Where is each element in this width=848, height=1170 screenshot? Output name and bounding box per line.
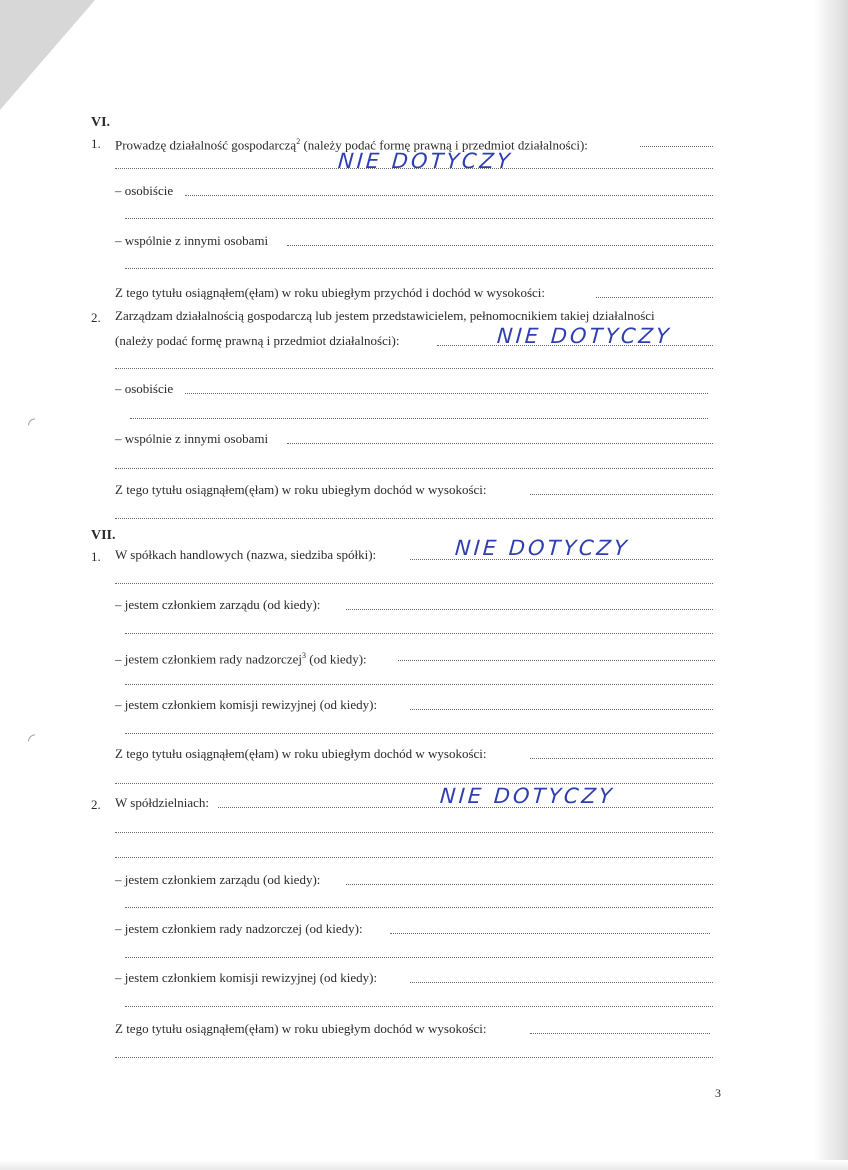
- answer-line[interactable]: [115, 518, 713, 519]
- handwritten-answer: NIE DOTYCZY: [439, 784, 616, 808]
- answer-line[interactable]: [125, 633, 713, 634]
- answer-line[interactable]: [115, 832, 713, 833]
- board-label: – jestem członkiem zarządu (od kiedy):: [115, 597, 321, 612]
- answer-line[interactable]: [410, 709, 713, 710]
- handwritten-answer: NIE DOTYCZY: [337, 149, 514, 173]
- personal-label: – osobiście: [115, 381, 174, 396]
- item-number: 2.: [91, 310, 101, 325]
- answer-line[interactable]: [115, 1057, 713, 1058]
- answer-line[interactable]: [125, 684, 713, 685]
- page-number: 3: [715, 1086, 721, 1100]
- section-vi-heading: VI.: [91, 115, 111, 130]
- answer-line[interactable]: [185, 195, 713, 196]
- answer-line[interactable]: [125, 1006, 713, 1007]
- handwritten-answer: NIE DOTYCZY: [496, 324, 673, 348]
- answer-line[interactable]: [390, 933, 710, 934]
- vi-item2-question-cont: (należy podać formę prawną i przedmiot działalności):: [115, 333, 400, 348]
- punch-hole-mark: ◜: [28, 730, 35, 750]
- section-vii-heading: VII.: [91, 528, 116, 543]
- answer-line[interactable]: [115, 468, 713, 469]
- answer-line[interactable]: [125, 218, 713, 219]
- board-label: – jestem członkiem zarządu (od kiedy):: [115, 872, 321, 887]
- answer-line[interactable]: [185, 393, 708, 394]
- answer-line[interactable]: [287, 245, 713, 246]
- answer-line[interactable]: [115, 368, 713, 369]
- answer-line[interactable]: [346, 884, 713, 885]
- answer-line[interactable]: [410, 982, 713, 983]
- supervisory-label: – jestem członkiem rady nadzorczej$^3$ (od kiedy):: [115, 651, 367, 667]
- vii-item1-question: W spółkach handlowych (nazwa, siedziba spółki):: [115, 547, 377, 562]
- answer-line[interactable]: [125, 268, 713, 269]
- answer-line[interactable]: [596, 297, 713, 298]
- income-label: Z tego tytułu osiągnąłem(ęłam) w roku ubiegłym dochód w wysokości:: [115, 482, 487, 497]
- answer-line[interactable]: [346, 609, 713, 610]
- answer-line[interactable]: [398, 660, 715, 661]
- answer-line[interactable]: [530, 758, 713, 759]
- vi-item1-question: Prowadzę działalność gospodarczą$^2$ (należy podać formę prawną i przedmiot działalności):: [115, 137, 588, 153]
- punch-hole-mark: ◜: [28, 414, 35, 434]
- item-number: 1.: [91, 136, 101, 151]
- answer-line[interactable]: [530, 494, 713, 495]
- income-label: Z tego tytułu osiągnąłem(ęłam) w roku ubiegłym dochód w wysokości:: [115, 1021, 487, 1036]
- handwritten-answer: NIE DOTYCZY: [454, 536, 631, 560]
- item-number: 1.: [91, 549, 101, 564]
- item-number: 2.: [91, 797, 101, 812]
- income-label: Z tego tytułu osiągnąłem(ęłam) w roku ubiegłym dochód w wysokości:: [115, 746, 487, 761]
- answer-line[interactable]: [130, 418, 708, 419]
- answer-line[interactable]: [115, 583, 713, 584]
- answer-line[interactable]: [125, 907, 713, 908]
- answer-line[interactable]: [125, 733, 713, 734]
- income-label: Z tego tytułu osiągnąłem(ęłam) w roku ubiegłym przychód i dochód w wysokości:: [115, 285, 545, 300]
- supervisory-label: – jestem członkiem rady nadzorczej (od kiedy):: [115, 921, 363, 936]
- answer-line[interactable]: [115, 857, 713, 858]
- vi-item2-question: Zarządzam działalnością gospodarczą lub jestem przedstawicielem, pełnomocnikiem takiej działalności: [115, 308, 655, 323]
- answer-line[interactable]: [530, 1033, 710, 1034]
- joint-label: – wspólnie z innymi osobami: [115, 233, 269, 248]
- joint-label: – wspólnie z innymi osobami: [115, 431, 269, 446]
- answer-line[interactable]: [287, 443, 713, 444]
- answer-line[interactable]: [115, 783, 713, 784]
- audit-label: – jestem członkiem komisji rewizyjnej (od kiedy):: [115, 697, 378, 712]
- audit-label: – jestem członkiem komisji rewizyjnej (od kiedy):: [115, 970, 378, 985]
- personal-label: – osobiście: [115, 183, 174, 198]
- answer-line[interactable]: [125, 957, 713, 958]
- answer-line[interactable]: [640, 146, 713, 147]
- vii-item2-question: W spółdzielniach:: [115, 795, 209, 810]
